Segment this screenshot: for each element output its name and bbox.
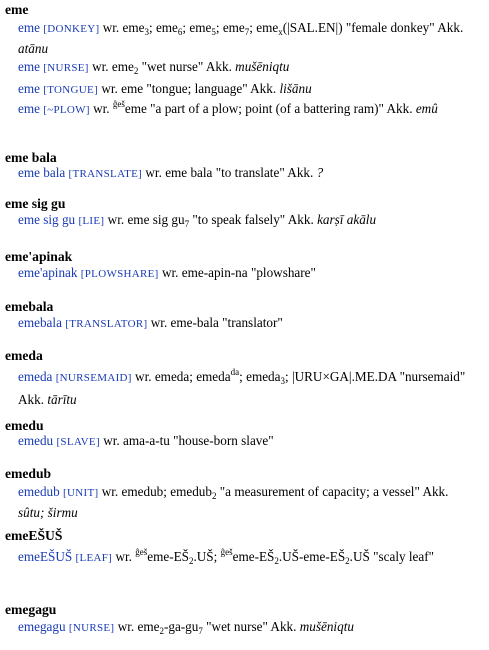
gloss: "wet nurse" bbox=[206, 619, 268, 634]
sense-slave: emedu [SLAVE] wr. ama-a-tu "house-born slave" bbox=[18, 433, 274, 448]
sense-form: emegagu bbox=[18, 619, 66, 634]
gloss: "scaly leaf" bbox=[373, 549, 435, 564]
sense-tag: [PLOWSHARE] bbox=[80, 268, 159, 280]
sense-nurse-2: emegagu [NURSE] wr. $eme_2-ga-gu_7$ "wet nurse" Akk. mušēniqtu bbox=[18, 619, 354, 636]
headword: emebala bbox=[5, 299, 54, 314]
sense-tag: [TRANSLATOR] bbox=[65, 318, 148, 330]
gloss: "nursemaid" bbox=[399, 369, 466, 384]
headword: emeda bbox=[5, 348, 43, 363]
akkadian: lišānu bbox=[279, 81, 312, 96]
sense-tag: [LIE] bbox=[78, 215, 105, 227]
gloss: "female donkey" bbox=[345, 20, 435, 35]
sense-tag: [TONGUE] bbox=[43, 84, 99, 96]
sense-tag: [DONKEY] bbox=[43, 23, 100, 35]
sense-plowshare: eme'apinak [PLOWSHARE] wr. eme-apin-na "plowshare" bbox=[18, 265, 316, 280]
akkadian: tārītu bbox=[47, 392, 77, 407]
sense-leaf: emeEŠUŠ [LEAF] wr. $^{ĝeš}eme-EŠ_2.UŠ$; $^{ĝeš}eme-EŠ_2.UŠ-eme-EŠ_2.UŠ$ "scaly leaf" bbox=[18, 547, 435, 566]
written-form: ama-a-tu bbox=[122, 433, 170, 448]
akkadian: sûtu; širmu bbox=[18, 505, 78, 520]
sense-form: emeEŠUŠ bbox=[18, 549, 73, 564]
written-form: eme-apin-na bbox=[181, 265, 248, 280]
headword: emegagu bbox=[5, 602, 57, 617]
sense-form: eme bala bbox=[18, 165, 66, 180]
gloss: "plowshare" bbox=[250, 265, 316, 280]
headword: eme'apinak bbox=[5, 249, 73, 264]
sense-form: eme bbox=[18, 59, 40, 74]
gloss: "wet nurse" bbox=[141, 59, 204, 74]
sense-form: eme bbox=[18, 81, 40, 96]
sense-form: eme bbox=[18, 101, 40, 116]
akkadian: mušēniqtu bbox=[235, 59, 290, 74]
written-form: eme-bala bbox=[170, 315, 219, 330]
akkadian: atānu bbox=[18, 41, 49, 56]
gloss: "to speak falsely" bbox=[192, 212, 286, 227]
gloss: "to translate" bbox=[215, 165, 285, 180]
headword: emedub bbox=[5, 466, 52, 481]
sense-tag: [NURSE] bbox=[68, 622, 115, 634]
sense-tag: [UNIT] bbox=[63, 487, 99, 499]
sense-form: emedu bbox=[18, 433, 54, 448]
sense-tag: [LEAF] bbox=[75, 552, 113, 564]
written-form: eme bala bbox=[165, 165, 213, 180]
sense-form: emeda bbox=[18, 369, 53, 384]
sense-tag: [NURSE] bbox=[43, 62, 89, 74]
headword: eme bala bbox=[5, 150, 57, 165]
headword: emedu bbox=[5, 418, 44, 433]
akkadian: karṣī akālu bbox=[317, 212, 377, 227]
sense-plow: eme [~PLOW] wr. $^{ĝeš}$eme "a part of a plow; point (of a battering ram)" Akk. emû bbox=[18, 99, 438, 116]
akkadian: emû bbox=[415, 101, 438, 116]
sense-lie: eme sig gu [LIE] wr. eme sig $gu_7$ "to speak falsely" Akk. karṣī akālu bbox=[18, 212, 377, 229]
headword: eme bbox=[5, 2, 29, 17]
headword: eme sig gu bbox=[5, 196, 66, 211]
gloss: "house-born slave" bbox=[173, 433, 274, 448]
sense-form: emedub bbox=[18, 484, 60, 499]
sense-form: eme sig gu bbox=[18, 212, 76, 227]
sense-translate: eme bala [TRANSLATE] wr. eme bala "to translate" Akk. ? bbox=[18, 165, 324, 180]
sense-tag: [NURSEMAID] bbox=[55, 372, 132, 384]
headword: emeEŠUŠ bbox=[5, 528, 63, 543]
sense-form: emebala bbox=[18, 315, 62, 330]
sense-donkey: eme [DONKEY] wr. eme$_3$; eme$_6$; eme$_5$; eme$_7$; eme$_x$(|SAL.EN|) "female donkey" Akk. atānu bbox=[18, 20, 464, 56]
sense-form: eme bbox=[18, 20, 40, 35]
akkadian: ? bbox=[316, 165, 324, 180]
gloss: "translator" bbox=[222, 315, 283, 330]
akkadian: mušēniqtu bbox=[299, 619, 354, 634]
sense-tongue: eme [TONGUE] wr. eme "tongue; language" Akk. lišānu bbox=[18, 81, 312, 96]
sense-nursemaid: emeda [NURSEMAID] wr. emeda; emeda$^{da}$; emeda$_3$; |URU×GA|.ME.DA "nursemaid" Akk. tārītu bbox=[18, 367, 466, 407]
gloss: "a part of a plow; point (of a battering ram)" bbox=[150, 101, 384, 116]
sense-translator: emebala [TRANSLATOR] wr. eme-bala "translator" bbox=[18, 315, 283, 330]
sense-tag: [TRANSLATE] bbox=[68, 168, 143, 180]
sense-tag: [~PLOW] bbox=[43, 104, 90, 116]
sense-nurse: eme [NURSE] wr. eme$_2$ "wet nurse" Akk. mušēniqtu bbox=[18, 59, 290, 76]
sense-form: eme'apinak bbox=[18, 265, 78, 280]
gloss: "tongue; language" bbox=[146, 81, 248, 96]
sense-unit: emedub [UNIT] wr. emedub; emedub$_2$ "a measurement of capacity; a vessel" Akk. sûtu; širmu bbox=[18, 484, 449, 520]
gloss: "a measurement of capacity; a vessel" bbox=[219, 484, 420, 499]
sense-tag: [SLAVE] bbox=[56, 436, 100, 448]
